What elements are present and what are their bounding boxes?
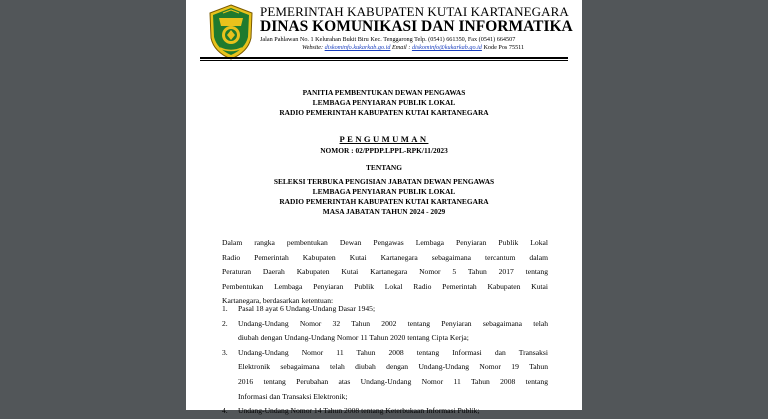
- list-item-line: Undang-Undang Nomor 11 Tahun 2008 tentang Informasi dan Transaksi: [238, 347, 548, 357]
- subject-line-1: SELEKSI TERBUKA PENGISIAN JABATAN DEWAN PENGAWAS: [273, 177, 495, 186]
- intro-line: Peraturan Daerah Kabupaten Kutai Kartanegara Nomor 5 Tahun 2017 tentang: [222, 267, 548, 277]
- letterhead-rule-thin: [200, 60, 568, 61]
- list-item-number: 1.: [222, 304, 228, 313]
- list-item: [222, 404, 548, 419]
- list-item-line: Elektronik sebagaimana telah diubah dengan Undang-Undang Nomor 19 Tahun: [238, 362, 548, 372]
- list-item-line: 2016 tentang Perubahan atas Undang-Undang Nomor 11 Tahun 2008 tentang: [238, 376, 548, 386]
- list-item-number: 3.: [222, 347, 228, 357]
- list-item-line: Undang-Undang Nomor 14 Tahun 2008 tentang Keterbukaan Informasi Publik;: [238, 406, 480, 416]
- letterhead-contacts: [302, 44, 524, 51]
- subject-line-4: MASA JABATAN TAHUN 2024 - 2029: [322, 207, 446, 216]
- intro-paragraph: [222, 236, 548, 309]
- announcement-number: NOMOR : 02/PPDP.LPPL-RPK/11/2023: [320, 146, 448, 155]
- letterhead-agency: DINAS KOMUNIKASI DAN INFORMATIKA: [260, 18, 573, 35]
- letterhead-government: PEMERINTAH KABUPATEN KUTAI KARTANEGARA: [260, 4, 569, 19]
- list-item-number: 2.: [222, 318, 228, 328]
- committee-line-3: RADIO PEMERINTAH KABUPATEN KUTAI KARTANEGARA: [279, 108, 489, 117]
- committee-line-1: PANITIA PEMBENTUKAN DEWAN PENGAWAS: [302, 88, 466, 97]
- list-item: [222, 317, 548, 346]
- announcement-title: PENGUMUMAN: [339, 134, 429, 144]
- letterhead-address: Jalan Pahlawan No. 1 Kelurahan Bukit Biru Kec. Tenggarong Telp. (0541) 661350, Fax (0541) 664507: [260, 36, 516, 43]
- legal-basis-list: [222, 302, 548, 419]
- intro-line: Dalam rangka pembentukan Dewan Pengawas Lembaga Penyiaran Publik Lokal: [222, 238, 548, 247]
- email-label: Email :: [392, 44, 411, 51]
- list-item: [222, 346, 548, 404]
- subject-line-3: RADIO PEMERINTAH KABUPATEN KUTAI KARTANEGARA: [279, 197, 489, 206]
- subject-line-2: LEMBAGA PENYIARAN PUBLIK LOKAL: [312, 187, 456, 196]
- list-item-line: diubah dengan Undang-Undang Nomor 11 Tahun 2020 tentang Cipta Kerja;: [238, 333, 469, 343]
- list-item-line: Undang-Undang Nomor 32 Tahun 2002 tentang Penyiaran sebagaimana telah: [238, 318, 548, 328]
- letterhead-rule-thick: [200, 57, 568, 59]
- intro-line: Kartanegara, berdasarkan ketentuan:: [222, 296, 334, 306]
- website-link[interactable]: diskominfo.kukarkab.go.id: [324, 44, 391, 51]
- po-box: Kode Pos 75511: [483, 44, 525, 51]
- committee-line-2: LEMBAGA PENYIARAN PUBLIK LOKAL: [312, 98, 456, 107]
- list-item: [222, 302, 548, 317]
- email-link[interactable]: diskominfo@kukarkab.go.id: [411, 44, 482, 51]
- list-item-number: 4.: [222, 406, 228, 416]
- list-item-line: Informasi dan Transaksi Elektronik;: [238, 391, 348, 401]
- list-item-line: Pasal 18 ayat 6 Undang-Undang Dasar 1945;: [238, 304, 376, 313]
- website-label: Website:: [302, 44, 324, 51]
- announcement-about: TENTANG: [366, 163, 402, 172]
- document-page: [186, 0, 582, 416]
- intro-line: Pembentukan Lembaga Penyiaran Publik Lokal Radio Pemerintah Kabupaten Kutai: [222, 281, 548, 291]
- intro-line: Radio Pemerintah Kabupaten Kutai Kartanegara sebagaimana tercantum dalam: [222, 252, 548, 262]
- kutai-kartanegara-crest-icon: [208, 4, 254, 60]
